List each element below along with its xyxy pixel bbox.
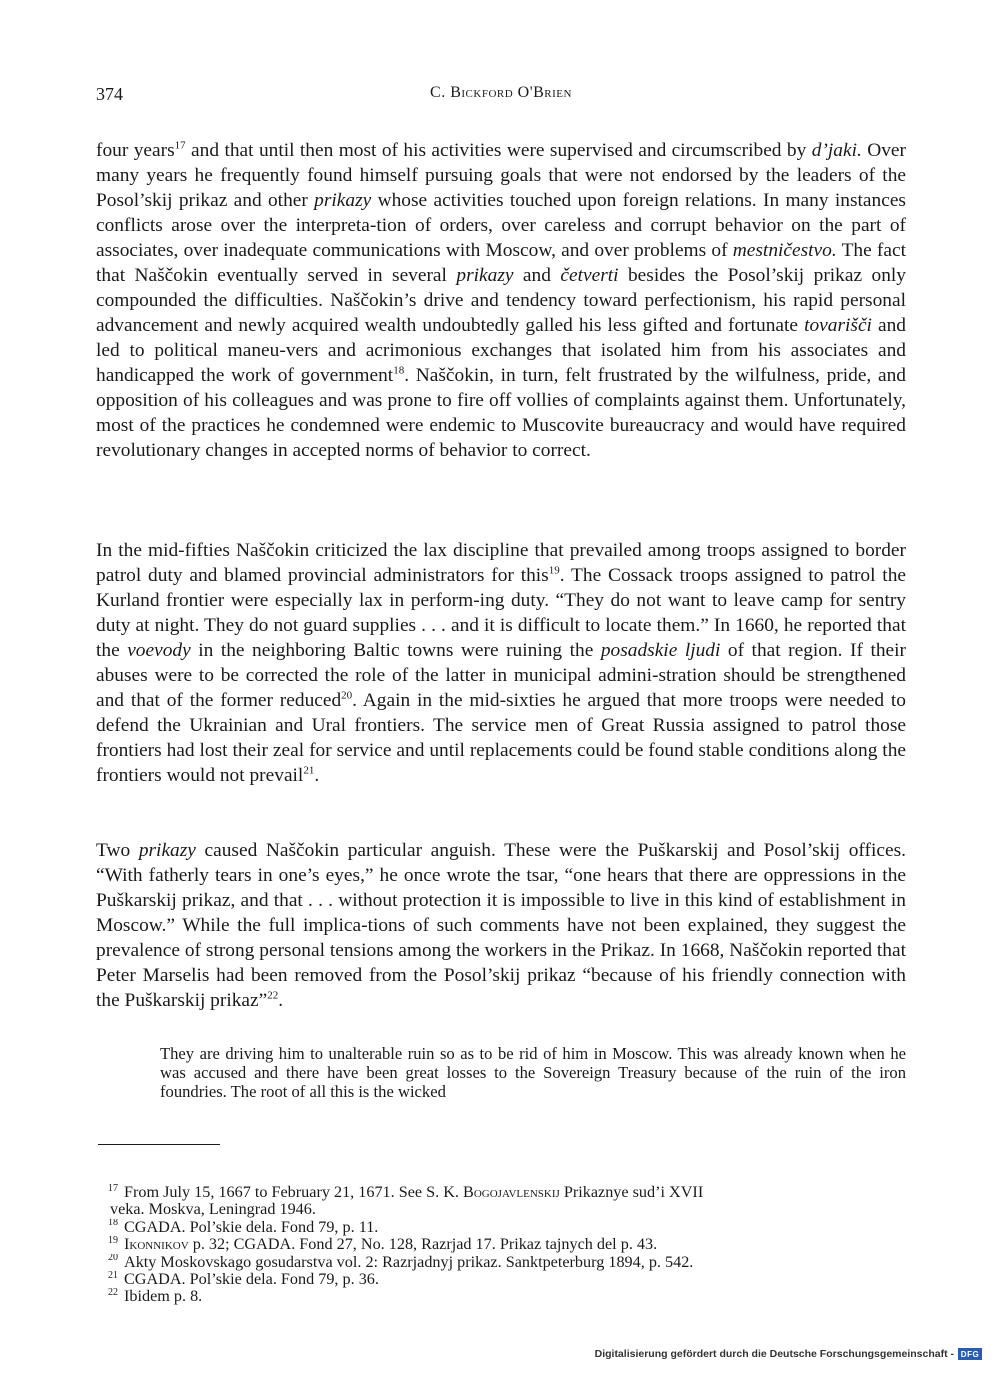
footnote-ref-22[interactable]: 22 (267, 989, 279, 1002)
text-run: . Again in the mid-sixties he argued that more troops were needed to defend the Ukrainian and Ural frontiers. The service men of Great Russia assigned to patrol those frontiers had lost their zeal for service and until replacements could be found stable conditions along the frontiers would not prevail (96, 690, 906, 786)
paragraph-1 (96, 138, 906, 538)
footnote-text: Prikaznye sud’i XVII (559, 1184, 704, 1201)
paragraph-3 (96, 838, 906, 1038)
paragraph-2 (96, 538, 906, 838)
footnote-mark: 19 (108, 1236, 118, 1246)
text-run: . (314, 765, 320, 786)
footnote-mark: 18 (108, 1218, 118, 1229)
footnote-22 (108, 1288, 906, 1305)
text-run: In the mid-fifties Naščokin criticized the lax discipline that prevailed among troops assigned to border patrol duty and blamed provincial administrators for this (96, 540, 906, 586)
text-run: of that region. If their abuses were to be corrected the role of the latter in municipal admini-stration should be strengthened and that of the former reduced (96, 640, 906, 711)
footnote-ref-17[interactable]: 17 (174, 139, 186, 152)
body-text (96, 138, 906, 1038)
block-quote: They are driving him to unalterable ruin so as to be rid of him in Moscow. This was already known when he was accused and there have been great losses to the Sovereign Treasury because of the ruin of the iron foundries. The root of all this is the wicked (160, 1044, 906, 1101)
credit-text: Digitalisierung gefördert durch die Deutsche Forschungsgemeinschaft - (594, 1348, 954, 1360)
author-small-caps: Ikonnikov (124, 1236, 189, 1254)
italic-term: voevody (127, 640, 191, 661)
footnote-mark: 17 (108, 1184, 118, 1194)
author-small-caps: Bogojavlenskij (463, 1184, 560, 1201)
italic-term: mestničestvo. (732, 240, 837, 261)
text-run: The fact that Naščokin eventually served in several (96, 240, 906, 286)
footnote-ref-21[interactable]: 21 (303, 764, 315, 777)
italic-term: prikazy (456, 265, 514, 286)
footnote-17-continuation: veka. Moskva, Leningrad 1946. (110, 1201, 316, 1219)
digitization-credit (595, 1346, 982, 1362)
footnote-text: CGADA. Pol’skie dela. Fond 79, p. 36. (124, 1271, 379, 1289)
running-head-author: C. Bickford O'Brien (430, 84, 572, 101)
footnote-19 (108, 1236, 906, 1253)
italic-term: d’jaki. (811, 140, 862, 161)
footnote-ref-20[interactable]: 20 (341, 689, 353, 702)
italic-term: posadskie ljudi (600, 640, 721, 661)
running-head (96, 84, 906, 110)
footnote-ref-19[interactable]: 19 (548, 564, 560, 577)
page-number: 374 (96, 84, 123, 104)
text-run: and (513, 265, 561, 286)
footnote-20 (108, 1254, 906, 1271)
text-run: Over many years he frequently found himself pursuing goals that were not endorsed by the leaders of the Posol’skij prikaz and other (96, 140, 906, 211)
footnotes (108, 1184, 906, 1306)
italic-term: tovarišči (804, 315, 872, 336)
footnote-mark: 22 (108, 1288, 118, 1299)
footnote-divider (98, 1144, 220, 1145)
text-run: caused Naščokin particular anguish. These were the Puškarskij and Posol’skij offices. “With fatherly tears in one’s eyes,” he once wrote the tsar, “one hears that there are oppressions in the Puškarskij prikaz, and that . . . without protection it is impossible to live in this kind of establishment in Moscow.” While the full implica-tions of such comments have not been explained, they suggest the prevalence of strong personal tensions among the workers in the Prikaz. In 1668, Naščokin reported that Peter Marselis had been removed from the Posol’skij prikaz “because of his friendly connection with the Puškarskij prikaz” (96, 840, 906, 1011)
text-run: and led to political maneu-vers and acrimonious exchanges that isolated him from his associates and handicapped the work of government (96, 315, 906, 386)
text-run: and that until then most of his activities were supervised and circumscribed by (185, 140, 812, 161)
footnote-text: p. 32; CGADA. Fond 27, No. 128, Razrjad 17. Prikaz tajnych del p. 43. (188, 1236, 658, 1254)
italic-term: prikazy (138, 840, 196, 861)
italic-term: prikazy (314, 190, 372, 211)
footnote-text: Akty Moskovskago gosudarstva vol. 2: Razrjadnyj prikaz. Sanktpeterburg 1894, p. 542. (124, 1253, 694, 1271)
footnote-mark: 21 (108, 1271, 118, 1281)
text-run: . Naščokin, in turn, felt frustrated by the wilfulness, pride, and opposition of his colleagues and was prone to fire off vollies of complaints against them. Unfortunately, most of the practices he condemned were endemic to Muscovite bureaucracy and would have required revolutionary changes in accepted norms of behavior to correct. (96, 365, 906, 461)
footnote-text: From July 15, 1667 to February 21, 1671. See S. K. (124, 1184, 464, 1201)
footnote-17 (108, 1184, 906, 1201)
text-run: Two (96, 840, 139, 861)
text-run: in the neighboring Baltic towns were ruining the (190, 640, 601, 661)
footnote-mark: 20 (108, 1253, 118, 1264)
footnote-ref-18[interactable]: 18 (393, 364, 405, 377)
footnote-text: CGADA. Pol’skie dela. Fond 79, p. 11. (124, 1218, 379, 1236)
text-run: whose activities touched upon foreign relations. In many instances conflicts arose over the interpreta-tion of orders, over careless and corrupt behavior on the part of associates, over inadequate communications with Moscow, and over problems of (96, 190, 906, 261)
text-run: . The Cossack troops assigned to patrol the Kurland frontier were especially lax in perform-ing duty. “They do not want to leave camp for sentry duty at night. They do not guard supplies . . . and it is difficult to locate them.” In 1660, he reported that the (96, 565, 906, 661)
footnote-text: Ibidem p. 8. (124, 1288, 203, 1306)
footnote-18 (108, 1219, 906, 1236)
italic-term: četverti (560, 265, 619, 286)
text-run: besides the Posol’skij prikaz only compounded the difficulties. Naščokin’s drive and tendency toward perfectionism, his rapid personal advancement and newly acquired wealth undoubtedly galled his less gifted and fortunate (96, 265, 906, 336)
footnote-21 (108, 1271, 906, 1288)
text-run: . (278, 990, 284, 1011)
text-run: four years (96, 140, 175, 161)
dfg-logo-icon[interactable]: DFG (958, 1348, 982, 1360)
